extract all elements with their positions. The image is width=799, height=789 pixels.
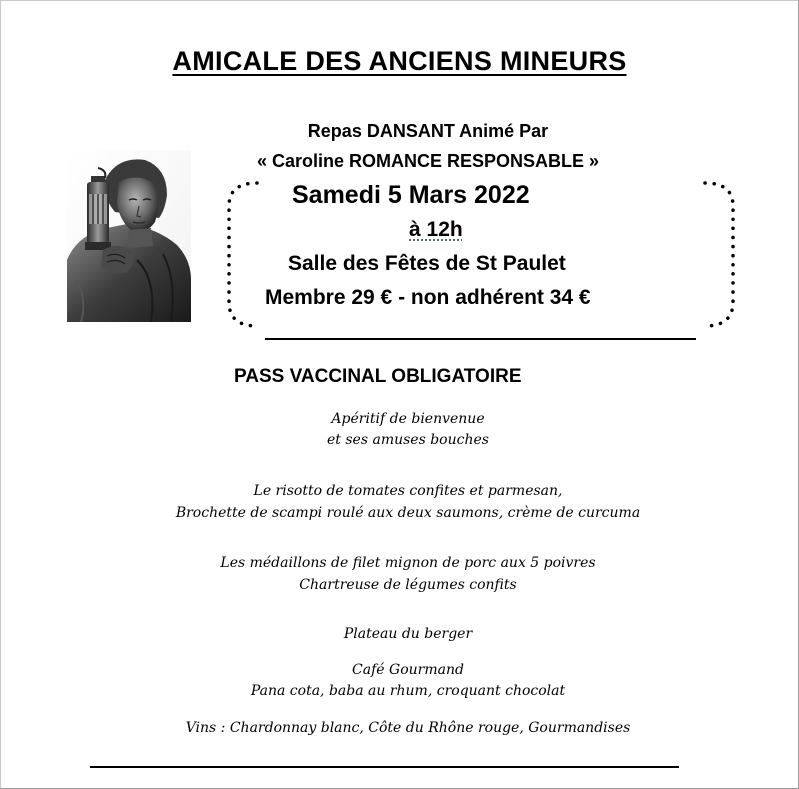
menu-entree-line-2: Brochette de scampi roulé aux deux saumons, crème de curcuma: [175, 505, 641, 521]
miner-statue-image: [67, 150, 191, 322]
menu-fromage: Plateau du berger: [343, 626, 473, 642]
menu-vins: Vins : Chardonnay blanc, Côte du Rhône rouge, Gourmandises: [185, 720, 631, 736]
menu-entree-line-1: Le risotto de tomates confites et parmesan,: [253, 483, 563, 499]
separator-line-bottom: [90, 766, 679, 768]
event-time: à 12h: [409, 218, 463, 241]
menu-dessert-line-2: Pana cota, baba au rhum, croquant chocolat: [250, 683, 566, 699]
menu-plat-line-1: Les médaillons de filet mignon de porc aux 5 poivres: [220, 555, 596, 571]
page-title: AMICALE DES ANCIENS MINEURS: [172, 46, 627, 76]
subtitle-line-1: Repas DANSANT Animé Par: [307, 121, 549, 141]
menu-plat-line-2: Chartreuse de légumes confits: [299, 577, 517, 593]
vaccine-pass-notice: PASS VACCINAL OBLIGATOIRE: [234, 366, 522, 387]
event-venue: Salle des Fêtes de St Paulet: [288, 252, 566, 275]
separator-line-top: [265, 338, 696, 340]
event-price: Membre 29 € - non adhérent 34 €: [265, 286, 591, 309]
subtitle-line-2: « Caroline ROMANCE RESPONSABLE »: [256, 151, 600, 171]
menu-aperitif-line-2: et ses amuses bouches: [327, 432, 489, 448]
menu-dessert-line-1: Café Gourmand: [352, 662, 464, 678]
event-date: Samedi 5 Mars 2022: [292, 181, 530, 209]
menu-aperitif-line-1: Apéritif de bienvenue: [331, 411, 485, 427]
